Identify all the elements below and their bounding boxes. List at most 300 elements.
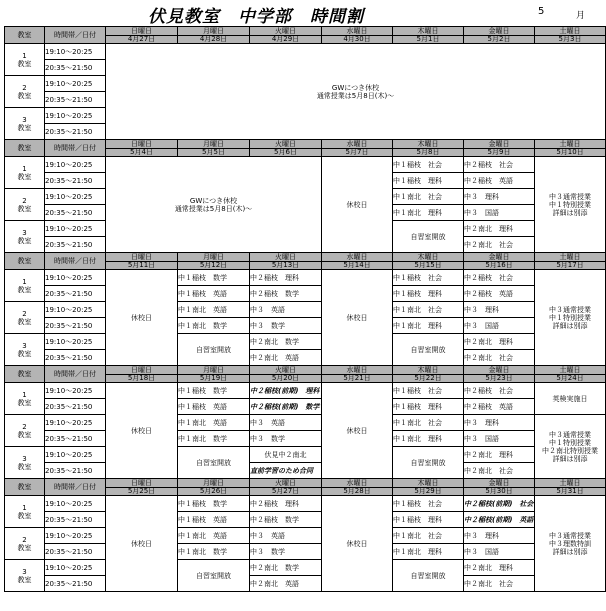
class-cell: 中２稲枝(前期) 理科 bbox=[250, 383, 322, 399]
room-suffix: 教室 bbox=[17, 123, 32, 132]
room-suffix: 教室 bbox=[17, 543, 32, 552]
day-header bbox=[393, 140, 464, 157]
day-name: 火曜日 bbox=[275, 478, 296, 487]
day-name: 月曜日 bbox=[203, 478, 224, 487]
day-name: 火曜日 bbox=[275, 139, 296, 148]
room-number: 1 bbox=[22, 164, 27, 173]
class-cell: 中２南北 理科 bbox=[464, 221, 535, 237]
day-name: 木曜日 bbox=[417, 365, 439, 374]
slot-row bbox=[5, 334, 606, 350]
saturday-cell bbox=[535, 157, 606, 253]
saturday-note: 詳細は別添 bbox=[552, 547, 588, 556]
saturday-note: 中３理数特訓 bbox=[549, 539, 591, 548]
saturday-cell bbox=[535, 415, 606, 479]
class-cell: 中１南北 英語 bbox=[178, 302, 250, 318]
day-name: 日曜日 bbox=[131, 26, 152, 35]
day-header bbox=[178, 366, 250, 383]
day-name: 木曜日 bbox=[417, 252, 439, 261]
room-suffix: 教室 bbox=[17, 398, 32, 407]
day-name: 月曜日 bbox=[203, 365, 224, 374]
room-number: 2 bbox=[22, 422, 27, 431]
class-cell: 中３ 理科 bbox=[464, 415, 535, 431]
day-name: 月曜日 bbox=[203, 139, 224, 148]
gw-notice-line1: GWにつき休校 bbox=[331, 83, 380, 92]
gw-notice-line2: 通常授業は5月8日(木)～ bbox=[174, 204, 253, 213]
time-slot: 19:10～20:25 bbox=[45, 334, 106, 350]
day-header bbox=[322, 140, 393, 157]
day-header bbox=[322, 27, 393, 44]
holiday-label: 休校日 bbox=[106, 383, 178, 479]
slot-row bbox=[5, 286, 606, 302]
day-name: 木曜日 bbox=[417, 139, 439, 148]
day-name: 火曜日 bbox=[275, 365, 296, 374]
time-slot: 19:10～20:25 bbox=[45, 189, 106, 205]
day-name: 金曜日 bbox=[488, 478, 510, 487]
room-suffix: 教室 bbox=[17, 59, 32, 68]
room-label bbox=[5, 447, 45, 479]
class-cell: 中２南北 数学 bbox=[250, 334, 322, 350]
class-cell: 中１稲枝 英語 bbox=[178, 286, 250, 302]
class-cell: 中２稲枝(前期) 社会 bbox=[464, 496, 535, 512]
day-date: 5月21日 bbox=[322, 374, 392, 382]
class-cell: 中２稲枝 社会 bbox=[464, 157, 535, 173]
class-cell: 中１南北 社会 bbox=[393, 528, 464, 544]
saturday-note: 詳細は別添 bbox=[552, 208, 588, 217]
room-label bbox=[5, 108, 45, 140]
saturday-cell bbox=[535, 270, 606, 366]
day-header bbox=[393, 27, 464, 44]
page-title: 伏見教室 中学部 時間割 bbox=[148, 7, 364, 27]
day-header bbox=[178, 140, 250, 157]
study-room-open: 自習室開放 bbox=[178, 334, 250, 366]
study-room-open: 自習室開放 bbox=[393, 334, 464, 366]
class-cell: 中２稲枝 社会 bbox=[464, 270, 535, 286]
day-header bbox=[178, 479, 250, 496]
day-header bbox=[322, 479, 393, 496]
time-slot: 20:35～21:50 bbox=[45, 399, 106, 415]
room-suffix: 教室 bbox=[17, 462, 32, 471]
room-label bbox=[5, 334, 45, 366]
room-label bbox=[5, 528, 45, 560]
time-slot: 19:10～20:25 bbox=[45, 302, 106, 318]
day-header bbox=[250, 27, 322, 44]
day-date: 5月2日 bbox=[464, 35, 534, 43]
class-cell: 中１南北 社会 bbox=[393, 189, 464, 205]
slot-row bbox=[5, 512, 606, 528]
week-header bbox=[5, 140, 606, 157]
room-label bbox=[5, 560, 45, 592]
class-cell: 中２南北 社会 bbox=[464, 576, 535, 592]
day-name: 金曜日 bbox=[488, 139, 510, 148]
day-header bbox=[106, 366, 178, 383]
day-date: 4月27日 bbox=[106, 35, 177, 43]
timeslot-header: 時間帯／日付 bbox=[45, 366, 106, 383]
saturday-note: 中３通常授業 bbox=[549, 192, 591, 201]
room-label bbox=[5, 496, 45, 528]
room-suffix: 教室 bbox=[17, 317, 32, 326]
day-date: 5月23日 bbox=[464, 374, 534, 382]
time-slot: 19:10～20:25 bbox=[45, 270, 106, 286]
day-date: 5月16日 bbox=[464, 261, 534, 269]
time-slot: 20:35～21:50 bbox=[45, 92, 106, 108]
day-date: 5月13日 bbox=[250, 261, 321, 269]
class-cell: 中２稲枝 理科 bbox=[250, 496, 322, 512]
month-unit: 月 bbox=[576, 11, 586, 21]
day-date: 5月5日 bbox=[178, 148, 249, 156]
class-cell: 中２稲枝 社会 bbox=[464, 383, 535, 399]
class-cell: 中２南北 社会 bbox=[464, 350, 535, 366]
slot-row bbox=[5, 576, 606, 592]
day-date: 5月31日 bbox=[535, 487, 605, 495]
holiday-label: 休校日 bbox=[322, 157, 393, 253]
time-slot: 19:10～20:25 bbox=[45, 447, 106, 463]
room-number: 1 bbox=[22, 51, 27, 60]
room-label bbox=[5, 157, 45, 189]
day-name: 水曜日 bbox=[346, 252, 368, 261]
day-date: 5月12日 bbox=[178, 261, 249, 269]
day-date: 5月30日 bbox=[464, 487, 534, 495]
day-name: 水曜日 bbox=[346, 365, 368, 374]
saturday-note: 詳細は別添 bbox=[552, 321, 588, 330]
saturday-note: 中３通常授業 bbox=[549, 531, 591, 540]
class-cell: 中１南北 理科 bbox=[393, 544, 464, 560]
day-header bbox=[250, 366, 322, 383]
class-cell: 中３ 理科 bbox=[464, 528, 535, 544]
slot-row bbox=[5, 350, 606, 366]
day-date: 5月18日 bbox=[106, 374, 177, 382]
time-slot: 20:35～21:50 bbox=[45, 463, 106, 479]
class-cell: 中１南北 数学 bbox=[178, 431, 250, 447]
day-header bbox=[535, 27, 606, 44]
class-cell: 中１稲枝 理科 bbox=[393, 399, 464, 415]
day-date: 5月25日 bbox=[106, 487, 177, 495]
day-name: 月曜日 bbox=[203, 26, 224, 35]
room-number: 2 bbox=[22, 83, 27, 92]
class-cell: 中１稲枝 理科 bbox=[393, 173, 464, 189]
day-header bbox=[106, 140, 178, 157]
slot-row bbox=[5, 383, 606, 399]
class-cell: 中１稲枝 社会 bbox=[393, 496, 464, 512]
time-slot: 20:35～21:50 bbox=[45, 544, 106, 560]
time-slot: 19:10～20:25 bbox=[45, 221, 106, 237]
timetable bbox=[4, 26, 606, 592]
room-number: 2 bbox=[22, 196, 27, 205]
class-cell: 中１稲枝 数学 bbox=[178, 383, 250, 399]
saturday-note: 中１特別授業 bbox=[549, 438, 591, 447]
class-cell: 中３ 国語 bbox=[464, 318, 535, 334]
class-cell: 中１南北 理科 bbox=[393, 318, 464, 334]
time-slot: 19:10～20:25 bbox=[45, 496, 106, 512]
class-cell: 中３ 国語 bbox=[464, 544, 535, 560]
room-suffix: 教室 bbox=[17, 349, 32, 358]
saturday-note: 中３通常授業 bbox=[549, 430, 591, 439]
slot-row bbox=[5, 544, 606, 560]
day-date: 5月9日 bbox=[464, 148, 534, 156]
slot-row bbox=[5, 447, 606, 463]
day-header bbox=[393, 253, 464, 270]
day-date: 5月29日 bbox=[393, 487, 463, 495]
day-date: 5月27日 bbox=[250, 487, 321, 495]
class-cell: 中２稲枝(前期) 英語 bbox=[464, 512, 535, 528]
day-name: 火曜日 bbox=[275, 252, 296, 261]
class-cell: 中２南北 数学 bbox=[250, 560, 322, 576]
timeslot-header: 時間帯／日付 bbox=[45, 140, 106, 157]
slot-row bbox=[5, 463, 606, 479]
day-date: 5月28日 bbox=[322, 487, 392, 495]
saturday-note: 中２南北特別授業 bbox=[542, 446, 598, 455]
class-cell: 中３ 英語 bbox=[250, 415, 322, 431]
slot-row bbox=[5, 318, 606, 334]
special-note: 直前学習のため合同 bbox=[250, 463, 322, 479]
holiday-label: 休校日 bbox=[322, 383, 393, 479]
class-cell: 中３ 理科 bbox=[464, 189, 535, 205]
day-header bbox=[535, 140, 606, 157]
room-label bbox=[5, 221, 45, 253]
time-slot: 19:10～20:25 bbox=[45, 44, 106, 60]
holiday-label: 休校日 bbox=[322, 496, 393, 592]
day-date: 5月26日 bbox=[178, 487, 249, 495]
day-header bbox=[535, 253, 606, 270]
day-date: 5月14日 bbox=[322, 261, 392, 269]
class-cell: 中１南北 理科 bbox=[393, 431, 464, 447]
room-label bbox=[5, 189, 45, 221]
room-suffix: 教室 bbox=[17, 236, 32, 245]
classroom-header: 教室 bbox=[5, 479, 45, 496]
day-name: 日曜日 bbox=[131, 252, 152, 261]
slot-row bbox=[5, 431, 606, 447]
class-cell: 中２南北 英語 bbox=[250, 576, 322, 592]
class-cell: 中１稲枝 社会 bbox=[393, 383, 464, 399]
day-date: 5月19日 bbox=[178, 374, 249, 382]
day-header bbox=[464, 479, 535, 496]
day-name: 金曜日 bbox=[488, 26, 510, 35]
class-cell: 中１南北 社会 bbox=[393, 415, 464, 431]
room-label bbox=[5, 76, 45, 108]
slot-row bbox=[5, 270, 606, 286]
time-slot: 20:35～21:50 bbox=[45, 576, 106, 592]
class-cell: 中２稲枝 数学 bbox=[250, 286, 322, 302]
timeslot-header: 時間帯／日付 bbox=[45, 253, 106, 270]
class-cell: 中３ 数学 bbox=[250, 431, 322, 447]
room-number: 1 bbox=[22, 390, 27, 399]
gw-notice bbox=[106, 44, 606, 140]
time-slot: 20:35～21:50 bbox=[45, 512, 106, 528]
time-slot: 20:35～21:50 bbox=[45, 237, 106, 253]
slot-row bbox=[5, 415, 606, 431]
class-cell: 中３ 国語 bbox=[464, 431, 535, 447]
room-suffix: 教室 bbox=[17, 204, 32, 213]
class-cell: 中２稲枝(前期) 数学 bbox=[250, 399, 322, 415]
room-number: 1 bbox=[22, 277, 27, 286]
day-name: 木曜日 bbox=[417, 478, 439, 487]
day-date: 5月10日 bbox=[535, 148, 605, 156]
day-date: 5月8日 bbox=[393, 148, 463, 156]
day-header bbox=[250, 140, 322, 157]
saturday-top: 英検実施日 bbox=[535, 383, 606, 415]
special-note: 伏見中２南北 bbox=[250, 447, 322, 463]
timeslot-header: 時間帯／日付 bbox=[45, 479, 106, 496]
timeslot-header: 時間帯／日付 bbox=[45, 27, 106, 44]
day-name: 土曜日 bbox=[559, 139, 581, 148]
time-slot: 19:10～20:25 bbox=[45, 76, 106, 92]
class-cell: 中３ 国語 bbox=[464, 205, 535, 221]
class-cell: 中２稲枝 数学 bbox=[250, 512, 322, 528]
day-header bbox=[535, 366, 606, 383]
room-number: 1 bbox=[22, 503, 27, 512]
time-slot: 20:35～21:50 bbox=[45, 431, 106, 447]
time-slot: 19:10～20:25 bbox=[45, 415, 106, 431]
week-header bbox=[5, 479, 606, 496]
day-header bbox=[106, 479, 178, 496]
day-header bbox=[393, 479, 464, 496]
class-cell: 中２稲枝 英語 bbox=[464, 173, 535, 189]
day-date: 5月24日 bbox=[535, 374, 605, 382]
room-suffix: 教室 bbox=[17, 575, 32, 584]
room-label bbox=[5, 44, 45, 76]
holiday-label: 休校日 bbox=[106, 496, 178, 592]
day-header bbox=[106, 253, 178, 270]
time-slot: 19:10～20:25 bbox=[45, 157, 106, 173]
room-suffix: 教室 bbox=[17, 430, 32, 439]
class-cell: 中２南北 社会 bbox=[464, 237, 535, 253]
room-number: 3 bbox=[22, 454, 27, 463]
time-slot: 19:10～20:25 bbox=[45, 528, 106, 544]
study-room-open: 自習室開放 bbox=[393, 221, 464, 253]
day-header bbox=[393, 366, 464, 383]
week-header bbox=[5, 366, 606, 383]
day-header bbox=[464, 27, 535, 44]
class-cell: 中３ 理科 bbox=[464, 302, 535, 318]
day-date: 5月6日 bbox=[250, 148, 321, 156]
slot-row bbox=[5, 528, 606, 544]
time-slot: 20:35～21:50 bbox=[45, 350, 106, 366]
gw-notice bbox=[106, 157, 322, 253]
room-number: 3 bbox=[22, 115, 27, 124]
day-date: 5月22日 bbox=[393, 374, 463, 382]
day-date: 5月17日 bbox=[535, 261, 605, 269]
month-number: 5 bbox=[538, 6, 545, 17]
day-header bbox=[106, 27, 178, 44]
time-slot: 20:35～21:50 bbox=[45, 173, 106, 189]
week-header bbox=[5, 27, 606, 44]
saturday-note: 中１特別授業 bbox=[549, 200, 591, 209]
saturday-note: 中３通常授業 bbox=[549, 305, 591, 314]
room-label bbox=[5, 415, 45, 447]
class-cell: 中２稲枝 英語 bbox=[464, 286, 535, 302]
day-header bbox=[250, 479, 322, 496]
study-room-open: 自習室開放 bbox=[178, 560, 250, 592]
day-name: 土曜日 bbox=[559, 478, 581, 487]
room-label bbox=[5, 270, 45, 302]
study-room-open: 自習室開放 bbox=[393, 447, 464, 479]
room-label bbox=[5, 383, 45, 415]
day-name: 土曜日 bbox=[559, 26, 581, 35]
day-date: 4月29日 bbox=[250, 35, 321, 43]
gw-notice-line1: GWにつき休校 bbox=[189, 196, 238, 205]
class-cell: 中１稲枝 数学 bbox=[178, 496, 250, 512]
room-number: 2 bbox=[22, 535, 27, 544]
day-name: 日曜日 bbox=[131, 139, 152, 148]
time-slot: 19:10～20:25 bbox=[45, 560, 106, 576]
room-suffix: 教室 bbox=[17, 172, 32, 181]
room-number: 3 bbox=[22, 228, 27, 237]
holiday-label: 休校日 bbox=[106, 270, 178, 366]
day-header bbox=[250, 253, 322, 270]
day-name: 水曜日 bbox=[346, 26, 368, 35]
class-cell: 中３ 数学 bbox=[250, 544, 322, 560]
room-suffix: 教室 bbox=[17, 511, 32, 520]
time-slot: 20:35～21:50 bbox=[45, 318, 106, 334]
day-date: 5月15日 bbox=[393, 261, 463, 269]
class-cell: 中２南北 理科 bbox=[464, 560, 535, 576]
class-cell: 中２稲枝 理科 bbox=[250, 270, 322, 286]
day-date: 5月11日 bbox=[106, 261, 177, 269]
room-number: 3 bbox=[22, 341, 27, 350]
class-cell: 中１稲枝 英語 bbox=[178, 512, 250, 528]
room-number: 3 bbox=[22, 567, 27, 576]
saturday-cell bbox=[535, 496, 606, 592]
slot-row bbox=[5, 157, 606, 173]
day-header bbox=[464, 140, 535, 157]
room-suffix: 教室 bbox=[17, 285, 32, 294]
time-slot: 20:35～21:50 bbox=[45, 205, 106, 221]
day-name: 金曜日 bbox=[488, 365, 510, 374]
class-cell: 中１南北 数学 bbox=[178, 318, 250, 334]
slot-row bbox=[5, 496, 606, 512]
class-cell: 中１南北 社会 bbox=[393, 302, 464, 318]
class-cell: 中１稲枝 数学 bbox=[178, 270, 250, 286]
classroom-header: 教室 bbox=[5, 27, 45, 44]
class-cell: 中１稲枝 社会 bbox=[393, 270, 464, 286]
day-date: 5月3日 bbox=[535, 35, 605, 43]
class-cell: 中２南北 社会 bbox=[464, 463, 535, 479]
day-header bbox=[322, 366, 393, 383]
week-header bbox=[5, 253, 606, 270]
time-slot: 19:10～20:25 bbox=[45, 383, 106, 399]
class-cell: 中１稲枝 英語 bbox=[178, 399, 250, 415]
room-suffix: 教室 bbox=[17, 91, 32, 100]
room-number: 2 bbox=[22, 309, 27, 318]
day-date: 4月28日 bbox=[178, 35, 249, 43]
time-slot: 19:10～20:25 bbox=[45, 108, 106, 124]
holiday-label: 休校日 bbox=[322, 270, 393, 366]
day-date: 5月20日 bbox=[250, 374, 321, 382]
class-cell: 中２南北 英語 bbox=[250, 350, 322, 366]
class-cell: 中１稲枝 社会 bbox=[393, 157, 464, 173]
class-cell: 中１南北 英語 bbox=[178, 415, 250, 431]
classroom-header: 教室 bbox=[5, 253, 45, 270]
class-cell: 中３ 数学 bbox=[250, 318, 322, 334]
day-name: 水曜日 bbox=[346, 139, 368, 148]
gw-notice-line2: 通常授業は5月8日(木)～ bbox=[316, 91, 395, 100]
saturday-note: 中１特別授業 bbox=[549, 313, 591, 322]
day-name: 火曜日 bbox=[275, 26, 296, 35]
day-name: 日曜日 bbox=[131, 478, 152, 487]
day-header bbox=[464, 366, 535, 383]
day-date: 4月30日 bbox=[322, 35, 392, 43]
day-header bbox=[322, 253, 393, 270]
class-cell: 中１稲枝 理科 bbox=[393, 512, 464, 528]
slot-row bbox=[5, 302, 606, 318]
room-label bbox=[5, 302, 45, 334]
day-name: 金曜日 bbox=[488, 252, 510, 261]
class-cell: 中３ 英語 bbox=[250, 528, 322, 544]
day-name: 水曜日 bbox=[346, 478, 368, 487]
slot-row bbox=[5, 560, 606, 576]
day-date: 5月7日 bbox=[322, 148, 392, 156]
day-header bbox=[535, 479, 606, 496]
day-header bbox=[464, 253, 535, 270]
